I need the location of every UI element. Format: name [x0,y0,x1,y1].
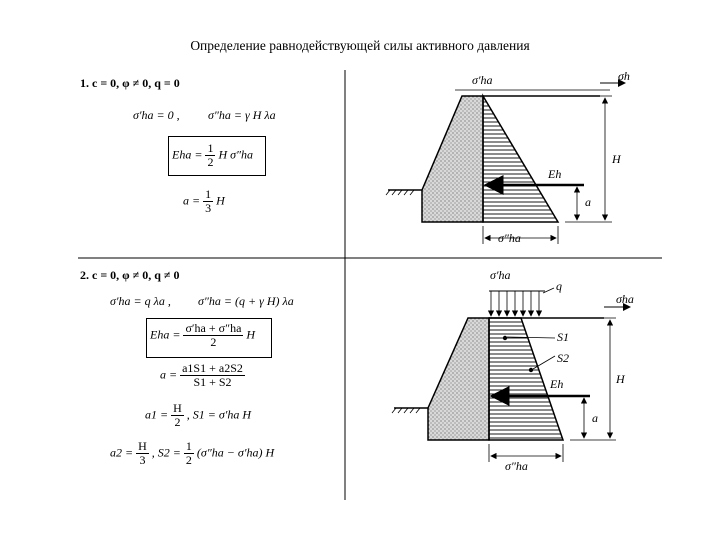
case2-eq-a1-den: 2 [174,415,181,429]
d1-E-label: Eh [548,167,562,181]
case2-eq-a-den: S1 + S2 [193,375,232,389]
d2-a-label: a [592,411,598,425]
case2-eq-a1-lhs: a1 = [145,407,169,422]
case1-eq-a-rhs: H [216,193,225,208]
case1-eq-a-num: 1 [205,187,212,201]
d1-sigma-prime-label: σ′ha [472,73,493,87]
d2-S2-label: S2 [557,351,569,365]
S1-centroid [503,336,507,340]
case1-eq-E-lhs: Eha = [172,147,203,162]
case2-eq-E-den: 2 [210,335,217,349]
case2-eq-a-num: a1S1 + a2S2 [182,361,243,375]
case2-eq-a-lhs: a = [160,367,178,382]
case2-eq-sigma-prime: σ′ha = q λa , [110,294,171,308]
case2-eq-a1-num: H [173,401,182,415]
d1-H-label: H [612,152,621,166]
case2-eq-a2-lhs: a2 = [110,445,134,460]
case2-eq-S1: , S1 = σ′ha H [186,407,252,422]
page-title: Определение равнодействующей силы активного давления [190,38,530,53]
case1-eq-a-den: 3 [205,201,212,215]
d2-E-label: Eh [550,377,564,391]
case2-eq-a2-num: H [138,439,147,453]
case1-eq-sigma-prime: σ′ha = 0 , [133,108,180,122]
surcharge-load-arrows [491,291,539,316]
case1-header: 1. c = 0, φ ≠ 0, q = 0 [80,76,180,90]
retaining-wall-2 [428,318,489,440]
d1-a-label: a [585,195,591,209]
S2-centroid [529,368,533,372]
d1-sigma-h-label: σh [618,69,630,83]
case1-eq-sigma-dprime: σ″ha = γ H λa [208,108,276,122]
case2-eq-a2-den: 3 [139,453,146,467]
d2-sigma-dprime-label: σ″ha [505,459,528,473]
case2-eq-S2-num: 1 [185,439,192,453]
d2-H-label: H [616,372,625,386]
case2-eq-S2-den: 2 [185,453,192,467]
case1-eq-E-num: 1 [207,141,214,155]
case1-eq-a-lhs: a = [183,193,201,208]
case2-eq-S2-rhs: (σ″ha − σ′ha) H [196,445,275,460]
d2-sigma-h-label: σha [616,292,634,306]
case2-eq-sigma-dprime: σ″ha = (q + γ H) λa [198,294,294,308]
case2-eq-E-rhs: H [246,327,256,342]
case1-eq-E-den: 2 [207,155,214,169]
case2-eq-S2-lhs: , S2 = [151,445,181,460]
case2-header: 2. c = 0, φ ≠ 0, q ≠ 0 [80,268,180,282]
d2-S1-label: S1 [557,330,569,344]
d2-q-label: q [556,279,562,293]
pressure-epure-1 [483,96,558,222]
retaining-wall-1 [422,96,483,222]
diagram-case2 [392,268,634,473]
case2-eq-E-num: σ′ha + σ″ha [185,321,242,335]
diagram-case1 [386,69,630,245]
case2-eq-E-lhs: Eha = [150,327,181,342]
d1-sigma-dprime-label: σ″ha [498,231,521,245]
case1-eq-E-rhs: H σ″ha [218,147,254,162]
d2-sigma-prime-label: σ′ha [490,268,511,282]
